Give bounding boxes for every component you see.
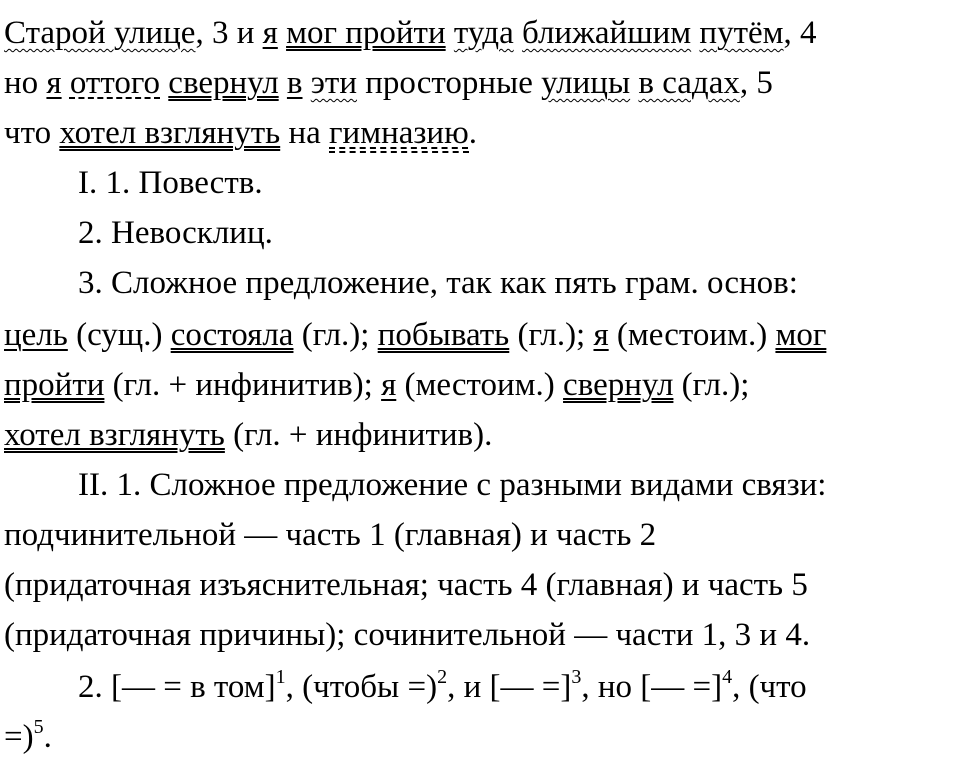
scheme-segment: , (чтобы =)	[285, 669, 438, 705]
scheme-segment: , и [— =]	[447, 669, 572, 705]
scheme-segment: , (что	[732, 669, 807, 705]
part-number: 3	[571, 666, 582, 688]
text-segment	[279, 65, 287, 101]
predicate-phrase: хотел взглянуть	[4, 417, 225, 453]
text-segment	[514, 15, 522, 51]
subject-word: я	[262, 15, 278, 51]
subject-word: цель	[4, 317, 68, 353]
text-segment: (гл.);	[293, 317, 378, 353]
subject-word: я	[593, 317, 609, 353]
text-line-4: I. 1. Повеств.	[78, 165, 263, 201]
adverbial-phrase: Старой улице	[4, 15, 196, 51]
text-line-14	[78, 668, 807, 706]
text-line-7	[4, 316, 826, 354]
attribute-word: ближайшим	[522, 15, 692, 51]
text-segment: просторные	[357, 65, 542, 101]
part-number: 2	[437, 666, 448, 688]
text-segment: (гл. + инфинитив).	[224, 417, 493, 453]
text-segment: (сущ.)	[67, 317, 171, 353]
part-number: 1	[275, 666, 286, 688]
object-word: гимназию	[329, 115, 469, 151]
text-segment: (гл.);	[509, 317, 594, 353]
text-segment: но	[4, 65, 47, 101]
text-line-3	[4, 114, 477, 152]
scheme-segment: .	[43, 719, 52, 755]
predicate-word: состояла	[170, 317, 294, 353]
predicate-phrase: хотел взглянуть	[59, 115, 281, 151]
predicate-word: мог	[775, 317, 827, 353]
adverbial-word: путём	[699, 15, 784, 51]
text-line-6: 3. Сложное предложение, так как пять грам. основ:	[78, 265, 798, 301]
adverbial-word: туда	[453, 15, 514, 51]
subject-word: я	[46, 65, 62, 101]
predicate-word: свернул	[168, 65, 279, 101]
text-line-15	[4, 718, 52, 756]
text-line-8	[4, 366, 749, 404]
text-segment: на	[280, 115, 330, 151]
part-number: 4	[722, 666, 733, 688]
text-segment: (гл. + инфинитив);	[104, 367, 382, 403]
text-line-12: (придаточная изъяснительная; часть 4 (главная) и часть 5	[4, 567, 808, 603]
text-segment: (гл.);	[673, 367, 750, 403]
text-segment: (местоим.)	[608, 317, 776, 353]
text-line-5: 2. Невосклиц.	[78, 215, 273, 251]
text-segment	[62, 65, 70, 101]
text-line-11: подчинительной — часть 1 (главная) и часть 2	[4, 517, 657, 553]
scheme-segment: =)	[4, 719, 34, 755]
text-segment: , 5	[739, 65, 773, 101]
text-segment: (местоим.)	[396, 367, 564, 403]
part-number: 5	[33, 716, 44, 738]
text-segment: , 3 и	[195, 15, 263, 51]
text-segment: что	[4, 115, 60, 151]
adverbial-phrase: в садах	[638, 65, 740, 101]
text-segment: .	[468, 115, 477, 151]
predicate-phrase: мог пройти	[286, 15, 446, 51]
scheme-segment: , но [— =]	[581, 669, 723, 705]
attribute-word: эти	[310, 65, 358, 101]
adverbial-word: оттого	[69, 65, 161, 101]
adverbial-word: улицы	[541, 65, 631, 101]
text-segment: , 4	[783, 15, 817, 51]
text-line-1	[4, 14, 817, 52]
text-line-13: (придаточная причины); сочинительной — части 1, 3 и 4.	[4, 617, 811, 653]
text-segment	[278, 15, 286, 51]
text-segment	[446, 15, 454, 51]
subject-word: я	[381, 367, 397, 403]
text-line-2	[4, 64, 773, 102]
text-line-10: II. 1. Сложное предложение с разными видами связи:	[78, 467, 827, 503]
predicate-word: побывать	[377, 317, 510, 353]
predicate-word: свернул	[563, 367, 674, 403]
text-line-9	[4, 416, 492, 454]
predicate-word: пройти	[4, 367, 105, 403]
scheme-segment: 2. [— = в том]	[78, 669, 276, 705]
text-segment	[303, 65, 311, 101]
preposition-word: в	[286, 65, 303, 101]
